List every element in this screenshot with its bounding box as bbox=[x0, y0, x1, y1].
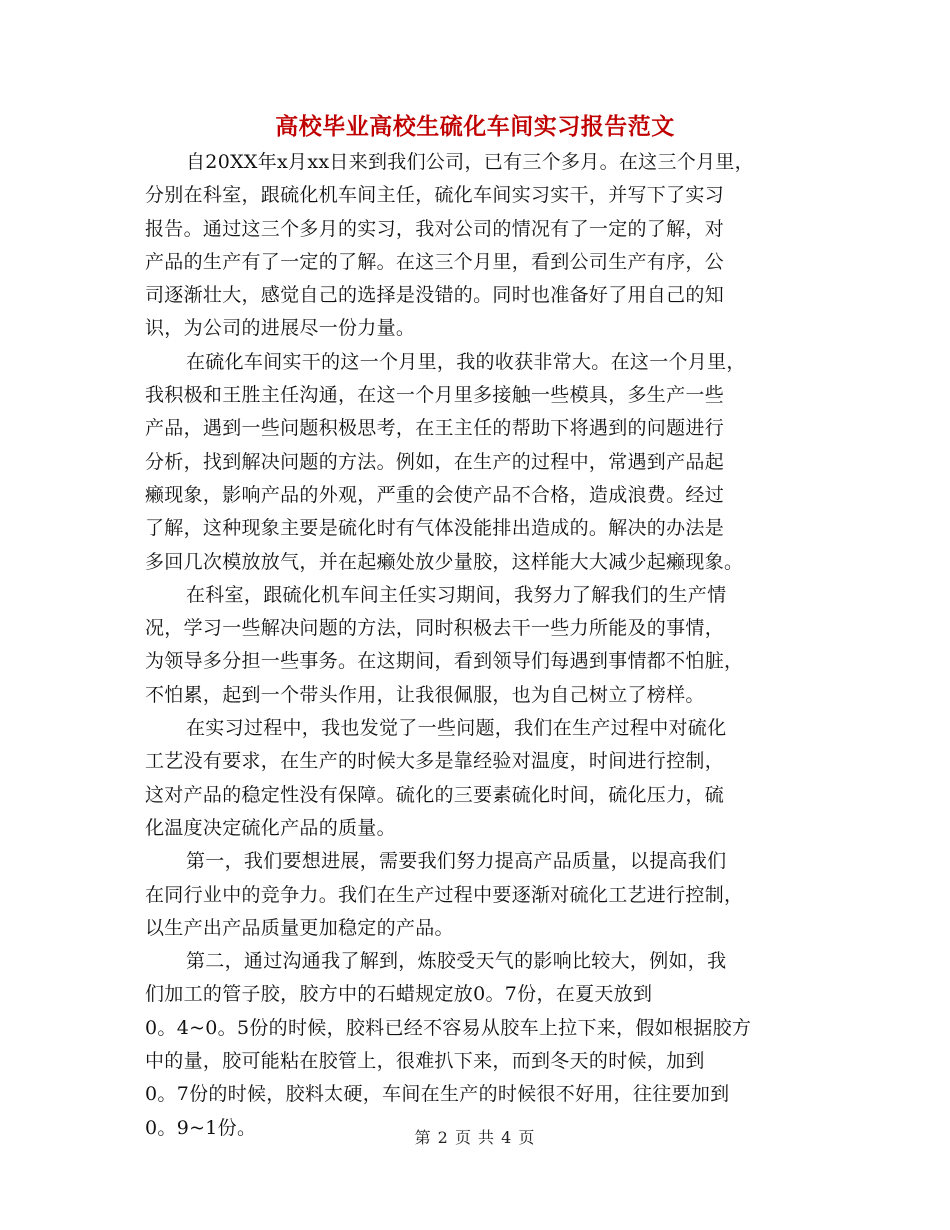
body-line: 多回几次模放放气，并在起癞处放少量胶，这样能大大减少起癞现象。 bbox=[145, 550, 744, 573]
body-line: 分析，找到解决问题的方法。例如，在生产的过程中，常遇到产品起 bbox=[145, 450, 725, 473]
document-title: 高校毕业高校生硫化车间实习报告范文 bbox=[275, 113, 675, 140]
body-line: 0。4~0。5份的时候，胶料已经不容易从胶车上拉下来，假如根据胶方 bbox=[145, 1016, 752, 1039]
body-line: 0。9~1份。 bbox=[145, 1116, 257, 1139]
body-line: 我积极和王胜主任沟通，在这一个月里多接触一些模具，多生产一些 bbox=[145, 384, 725, 407]
body-line: 中的量，胶可能粘在胶管上，很难扒下来，而到冬天的时候，加到 bbox=[145, 1050, 705, 1073]
body-line: 在硫化车间实干的这一个月里，我的收获非常大。在这一个月里， bbox=[186, 350, 746, 373]
body-line: 不怕累，起到一个带头作用，让我很佩服，也为自己树立了榜样。 bbox=[145, 683, 705, 706]
body-line: 自20XX年x月xx日来到我们公司，已有三个多月。在这三个月里， bbox=[186, 151, 754, 173]
body-line: 在实习过程中，我也发觉了一些问题，我们在生产过程中对硫化 bbox=[186, 717, 727, 740]
body-line: 在科室，跟硫化机车间主任实习期间，我努力了解我们的生产情 bbox=[186, 583, 727, 606]
page-number-footer: 第 2 页 共 4 页 bbox=[414, 1128, 536, 1147]
body-line: 况，学习一些解决问题的方法，同时积极去干一些力所能及的事情， bbox=[145, 617, 725, 640]
body-line: 分别在科室，跟硫化机车间主任，硫化车间实习实干，并写下了实习 bbox=[145, 184, 725, 207]
body-line: 这对产品的稳定性没有保障。硫化的三要素硫化时间，硫化压力，硫 bbox=[145, 783, 725, 806]
body-line: 癞现象，影响产品的外观，严重的会使产品不合格，造成浪费。经过 bbox=[145, 483, 725, 506]
body-line: 第一，我们要想进展，需要我们努力提高产品质量，以提高我们 bbox=[186, 850, 727, 873]
body-line: 了解，这种现象主要是硫化时有气体没能排出造成的。解决的办法是 bbox=[145, 517, 725, 540]
body-line: 为领导多分担一些事务。在这期间，看到领导们每遇到事情都不怕脏， bbox=[145, 650, 744, 673]
body-line: 0。7份的时候，胶料太硬，车间在生产的时候很不好用，往往要加到 bbox=[145, 1083, 730, 1106]
body-line: 在同行业中的竞争力。我们在生产过程中要逐渐对硫化工艺进行控制， bbox=[145, 883, 744, 906]
body-line: 识，为公司的进展尽一份力量。 bbox=[145, 317, 416, 340]
body-line: 们加工的管子胶，胶方中的石蜡规定放0。7份，在夏天放到 bbox=[145, 983, 653, 1006]
body-line: 化温度决定硫化产品的质量。 bbox=[145, 816, 396, 839]
body-line: 司逐渐壮大，感觉自己的选择是没错的。同时也准备好了用自己的知 bbox=[145, 284, 725, 307]
body-line: 工艺没有要求，在生产的时候大多是靠经验对温度，时间进行控制， bbox=[145, 750, 725, 773]
body-line: 产品的生产有了一定的了解。在这三个月里，看到公司生产有序，公 bbox=[145, 250, 725, 273]
body-line: 第二，通过沟通我了解到，炼胶受天气的影响比较大，例如，我 bbox=[186, 950, 727, 973]
body-line: 产品，遇到一些问题积极思考，在王主任的帮助下将遇到的问题进行 bbox=[145, 417, 725, 440]
body-line: 报告。通过这三个多月的实习，我对公司的情况有了一定的了解，对 bbox=[145, 217, 725, 240]
document-body bbox=[145, 146, 810, 1145]
body-line: 以生产出产品质量更加稳定的产品。 bbox=[145, 916, 454, 939]
